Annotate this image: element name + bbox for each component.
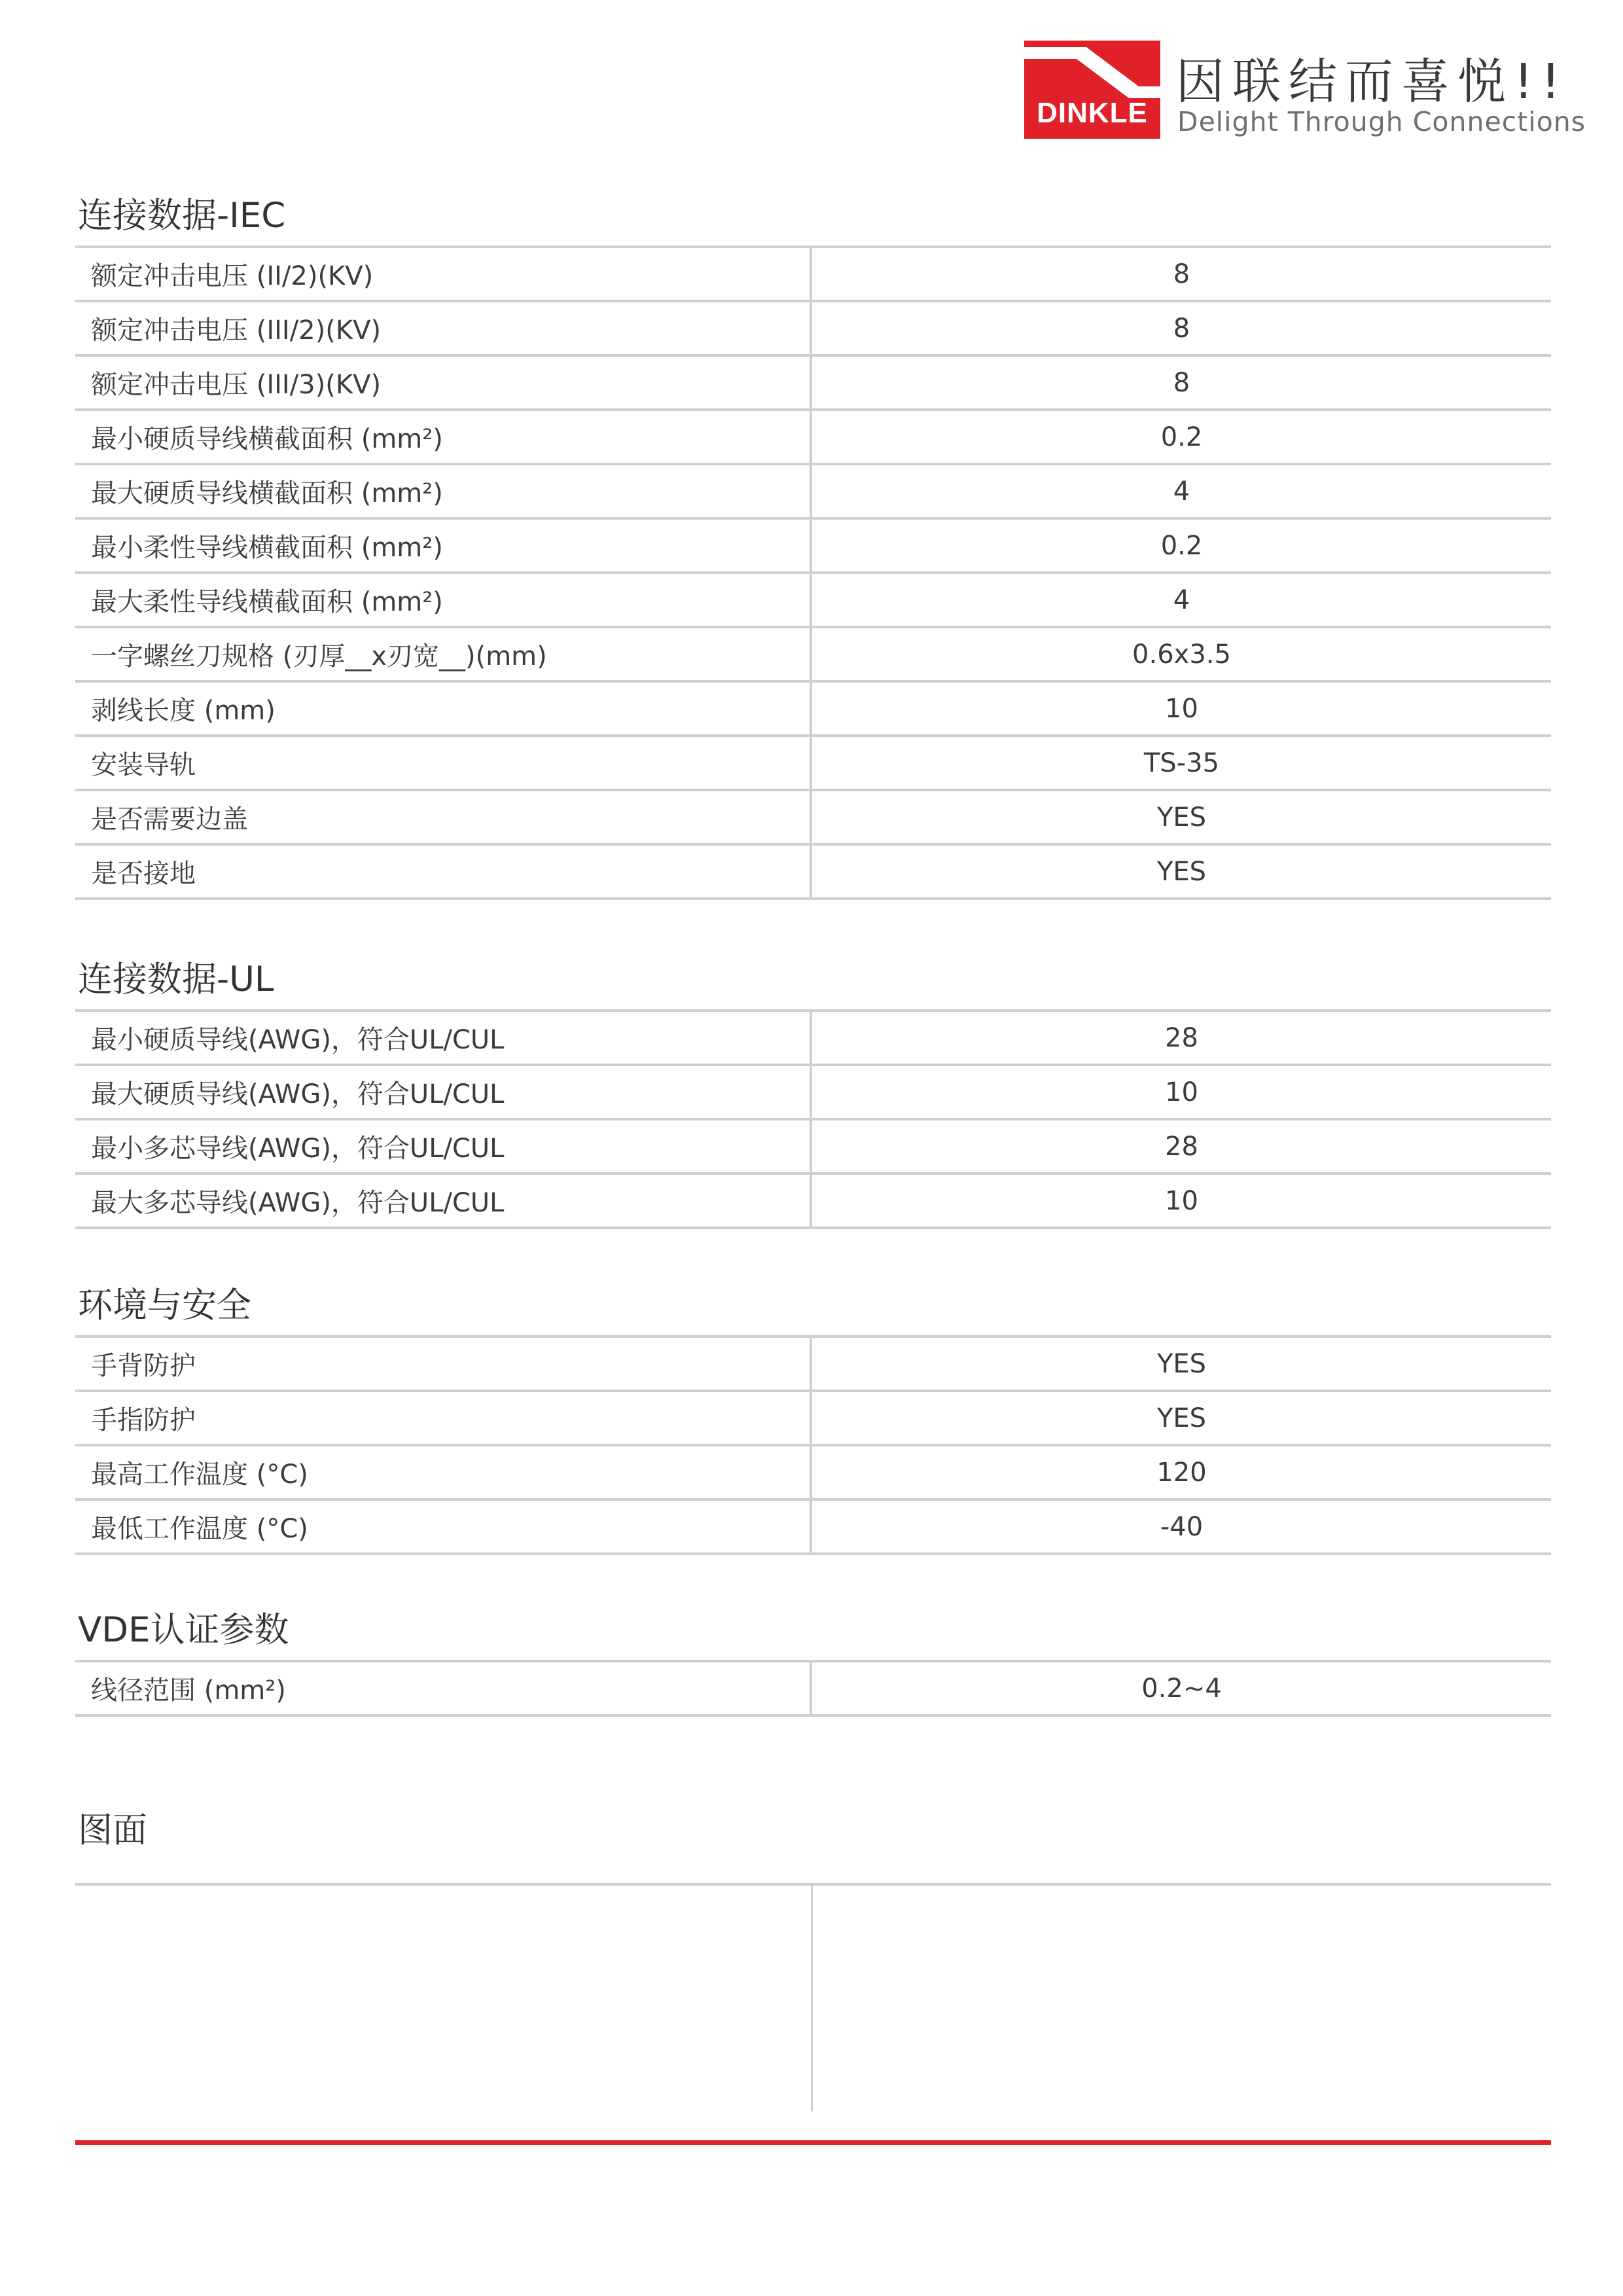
spec-key: 最大多芯导线(AWG)，符合UL/CUL (75, 1174, 811, 1228)
spec-value: 0.6x3.5 (811, 627, 1551, 681)
spec-value: TS-35 (811, 736, 1551, 790)
drawing-area (75, 1883, 1551, 2111)
section-title-vde: VDE认证参数 (78, 1610, 289, 1650)
section-drawing (75, 1801, 1551, 1860)
spec-value: YES (811, 1391, 1551, 1445)
spec-value: 4 (811, 573, 1551, 627)
table-row (75, 1499, 1551, 1554)
spec-value: -40 (811, 1499, 1551, 1554)
spec-key: 最高工作温度 (°C) (75, 1445, 811, 1499)
table-row (75, 573, 1551, 627)
table-row (75, 247, 1551, 301)
spec-key: 最小柔性导线横截面积 (mm²) (75, 518, 811, 573)
spec-value: 0.2 (811, 410, 1551, 464)
spec-value: 10 (811, 681, 1551, 736)
spec-value: 120 (811, 1445, 1551, 1499)
spec-key: 手背防护 (75, 1336, 811, 1391)
table-row (75, 518, 1551, 573)
section-iec (75, 187, 1551, 900)
spec-value: 0.2~4 (811, 1661, 1551, 1715)
drawing-divider (811, 1886, 813, 2111)
table-row (75, 1391, 1551, 1445)
section-title-iec: 连接数据-IEC (78, 196, 286, 236)
section-title-ul: 连接数据-UL (78, 960, 274, 999)
spec-key: 最低工作温度 (°C) (75, 1499, 811, 1554)
spec-key: 最大柔性导线横截面积 (mm²) (75, 573, 811, 627)
spec-table-env (75, 1335, 1551, 1555)
spec-table-ul (75, 1009, 1551, 1229)
table-row (75, 627, 1551, 681)
table-row (75, 464, 1551, 518)
spec-value: 4 (811, 464, 1551, 518)
brand-logo (1024, 41, 1586, 139)
spec-value: YES (811, 1336, 1551, 1391)
spec-table-vde (75, 1660, 1551, 1717)
table-row (75, 1661, 1551, 1715)
spec-key: 额定冲击电压 (III/3)(KV) (75, 355, 811, 410)
spec-key: 额定冲击电压 (III/2)(KV) (75, 301, 811, 355)
spec-key: 手指防护 (75, 1391, 811, 1445)
table-row (75, 1336, 1551, 1391)
footer-accent-line (75, 2140, 1551, 2145)
spec-value: 28 (811, 1011, 1551, 1065)
spec-key: 安装导轨 (75, 736, 811, 790)
section-title-env: 环境与安全 (78, 1285, 251, 1325)
table-row (75, 844, 1551, 899)
table-row (75, 1119, 1551, 1174)
spec-value: 8 (811, 355, 1551, 410)
table-row (75, 355, 1551, 410)
table-row (75, 681, 1551, 736)
spec-key: 是否需要边盖 (75, 790, 811, 844)
spec-key: 是否接地 (75, 844, 811, 899)
spec-value: YES (811, 790, 1551, 844)
spec-table-iec (75, 245, 1551, 900)
table-row (75, 1445, 1551, 1499)
table-row (75, 1011, 1551, 1065)
spec-key: 剥线长度 (mm) (75, 681, 811, 736)
table-row (75, 1065, 1551, 1119)
spec-key: 最大硬质导线(AWG)，符合UL/CUL (75, 1065, 811, 1119)
section-title-drawing: 图面 (78, 1810, 147, 1850)
spec-key: 最小硬质导线(AWG)，符合UL/CUL (75, 1011, 811, 1065)
spec-value: 28 (811, 1119, 1551, 1174)
spec-value: 10 (811, 1065, 1551, 1119)
section-environment-safety (75, 1276, 1551, 1555)
dinkle-logo-mark (1024, 41, 1160, 139)
slogan-chinese: 因联结而喜悦!! (1176, 54, 1569, 110)
table-row (75, 301, 1551, 355)
slogan-english: Delight Through Connections (1177, 106, 1586, 137)
spec-value: YES (811, 844, 1551, 899)
spec-value: 10 (811, 1174, 1551, 1228)
section-ul (75, 950, 1551, 1229)
spec-key: 额定冲击电压 (II/2)(KV) (75, 247, 811, 301)
spec-key: 最小硬质导线横截面积 (mm²) (75, 410, 811, 464)
spec-value: 8 (811, 301, 1551, 355)
spec-value: 8 (811, 247, 1551, 301)
logo-wordmark: DINKLE (1037, 97, 1148, 129)
table-row (75, 790, 1551, 844)
table-row (75, 410, 1551, 464)
spec-key: 一字螺丝刀规格 (刃厚__x刃宽__)(mm) (75, 627, 811, 681)
spec-key: 最大硬质导线横截面积 (mm²) (75, 464, 811, 518)
spec-key: 线径范围 (mm²) (75, 1661, 811, 1715)
table-row (75, 736, 1551, 790)
section-vde (75, 1601, 1551, 1717)
spec-value: 0.2 (811, 518, 1551, 573)
table-row (75, 1174, 1551, 1228)
spec-key: 最小多芯导线(AWG)，符合UL/CUL (75, 1119, 811, 1174)
